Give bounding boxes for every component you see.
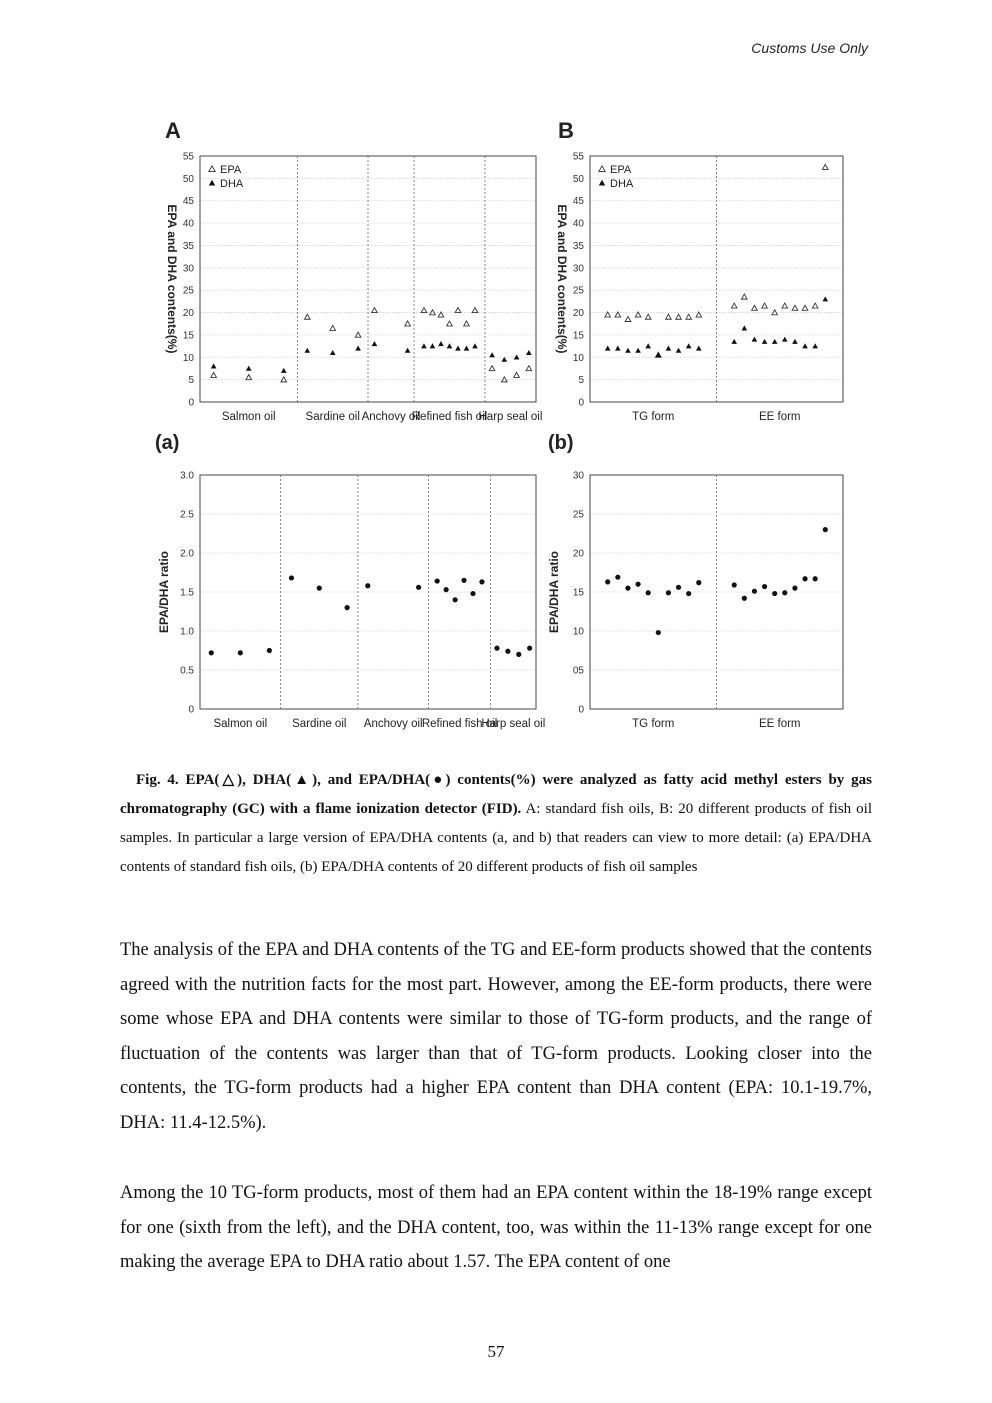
data-point-epa xyxy=(421,308,427,313)
data-point-ratio xyxy=(345,605,350,610)
data-point-dha xyxy=(792,339,798,344)
data-point-ratio xyxy=(813,576,818,581)
data-point-ratio xyxy=(605,579,610,584)
y-tick-label: 10 xyxy=(572,626,584,638)
data-point-epa xyxy=(472,308,478,313)
figure-caption xyxy=(120,766,872,882)
data-point-epa xyxy=(782,303,788,308)
data-point-ratio xyxy=(752,589,757,594)
data-point-ratio xyxy=(527,646,532,651)
data-point-ratio xyxy=(615,575,620,580)
y-tick-label: 25 xyxy=(572,285,584,297)
y-tick-label: 40 xyxy=(572,218,584,230)
data-point-epa xyxy=(792,305,798,310)
data-point-dha xyxy=(625,348,631,353)
x-category-label: Refined fish oil xyxy=(411,411,488,423)
running-header: Customs Use Only xyxy=(751,40,868,56)
y-tick-label: 35 xyxy=(572,240,584,252)
data-point-ratio xyxy=(742,596,747,601)
data-point-ratio xyxy=(676,585,681,590)
data-point-dha xyxy=(526,350,532,355)
panel-a xyxy=(155,432,545,730)
x-category-label: Sardine oil xyxy=(292,718,347,730)
y-tick-label: 0 xyxy=(188,704,194,716)
data-point-dha xyxy=(605,346,611,351)
y-tick-label: 20 xyxy=(572,308,584,320)
y-tick-label: 0 xyxy=(188,397,194,409)
data-point-epa xyxy=(686,314,692,319)
data-point-dha xyxy=(752,337,758,342)
data-point-ratio xyxy=(267,648,272,653)
data-point-ratio xyxy=(494,646,499,651)
panel-label-A: A xyxy=(165,118,181,143)
data-point-epa xyxy=(625,316,631,321)
x-category-label: Anchovy oil xyxy=(363,718,423,730)
data-point-dha xyxy=(812,343,818,348)
data-point-ratio xyxy=(289,575,294,580)
y-tick-label: 2.0 xyxy=(180,548,194,560)
y-tick-label: 40 xyxy=(182,218,194,230)
data-point-ratio xyxy=(470,591,475,596)
data-point-epa xyxy=(330,325,336,330)
data-point-ratio xyxy=(416,585,421,590)
data-point-ratio xyxy=(792,586,797,591)
data-point-dha xyxy=(246,366,252,371)
data-point-dha xyxy=(615,346,621,351)
x-category-label: Anchovy oil xyxy=(361,411,421,423)
legend-marker-epa xyxy=(599,166,605,172)
data-point-ratio xyxy=(452,597,457,602)
data-point-dha xyxy=(447,343,453,348)
data-point-epa xyxy=(802,305,808,310)
data-point-epa xyxy=(676,314,682,319)
y-tick-label: 2.5 xyxy=(180,509,194,521)
data-point-dha xyxy=(430,343,436,348)
x-category-label: Harp seal oil xyxy=(481,718,546,730)
y-axis-title: EPA and DHA contents(%) xyxy=(165,204,179,354)
x-category-label: TG form xyxy=(632,411,675,423)
caption-lead: Fig. 4. EPA(△), DHA(▲), and EPA/DHA(●) contents(%) were analyzed as fatty acid methyl esters by gas chromatography (GC) with a flame ionization detector (FID). xyxy=(120,772,872,817)
y-tick-label: 1.5 xyxy=(180,587,194,599)
y-axis-title: EPA and DHA contents(%) xyxy=(555,204,569,354)
panel-B xyxy=(555,118,843,423)
data-point-ratio xyxy=(365,583,370,588)
data-point-dha xyxy=(782,337,788,342)
data-point-dha xyxy=(731,339,737,344)
y-tick-label: 35 xyxy=(182,240,194,252)
y-tick-label: 1.0 xyxy=(180,626,194,638)
data-point-epa xyxy=(455,308,461,313)
y-tick-label: 05 xyxy=(572,665,584,677)
data-point-dha xyxy=(635,348,641,353)
data-point-ratio xyxy=(317,586,322,591)
x-category-label: EE form xyxy=(758,411,801,423)
y-tick-label: 45 xyxy=(182,196,194,208)
x-category-label: Salmon oil xyxy=(221,411,276,423)
legend-label-epa: EPA xyxy=(220,164,242,176)
legend-marker-dha xyxy=(599,180,605,186)
y-tick-label: 25 xyxy=(572,509,584,521)
data-point-dha xyxy=(822,296,828,301)
data-point-epa xyxy=(666,314,672,319)
y-tick-label: 30 xyxy=(572,470,584,482)
y-axis-title: EPA/DHA ratio xyxy=(157,550,171,634)
data-point-ratio xyxy=(635,582,640,587)
data-point-ratio xyxy=(686,591,691,596)
legend-marker-dha xyxy=(209,180,215,186)
x-category-label: TG form xyxy=(632,718,675,730)
data-point-epa xyxy=(526,366,532,371)
data-point-dha xyxy=(472,343,478,348)
data-point-dha xyxy=(676,348,682,353)
panel-A xyxy=(165,118,542,423)
data-point-ratio xyxy=(444,587,449,592)
data-point-dha xyxy=(464,346,470,351)
data-point-ratio xyxy=(209,650,214,655)
y-tick-label: 5 xyxy=(578,375,584,387)
y-tick-label: 25 xyxy=(182,285,194,297)
data-point-dha xyxy=(438,341,444,346)
panel-label-b: (b) xyxy=(548,432,574,454)
y-tick-label: 15 xyxy=(182,330,194,342)
data-point-ratio xyxy=(762,584,767,589)
data-point-ratio xyxy=(505,649,510,654)
data-point-epa xyxy=(822,164,828,169)
y-tick-label: 0.5 xyxy=(180,665,194,677)
y-tick-label: 10 xyxy=(572,352,584,364)
data-point-dha xyxy=(355,346,361,351)
y-tick-label: 50 xyxy=(182,173,194,185)
data-point-dha xyxy=(742,325,748,330)
data-point-epa xyxy=(742,294,748,299)
panel-b xyxy=(547,432,843,730)
data-point-epa xyxy=(405,321,411,326)
data-point-ratio xyxy=(782,590,787,595)
data-point-dha xyxy=(372,341,378,346)
data-point-dha xyxy=(686,343,692,348)
legend-label-dha: DHA xyxy=(610,178,634,190)
x-category-label: Sardine oil xyxy=(305,411,360,423)
data-point-dha xyxy=(211,363,217,368)
data-point-dha xyxy=(330,350,336,355)
y-tick-label: 0 xyxy=(578,397,584,409)
data-point-dha xyxy=(305,348,311,353)
data-point-dha xyxy=(772,339,778,344)
x-category-label: Refined fish oil xyxy=(421,718,498,730)
data-point-ratio xyxy=(732,582,737,587)
data-point-epa xyxy=(447,321,453,326)
y-tick-label: 5 xyxy=(188,375,194,387)
y-tick-label: 20 xyxy=(572,548,584,560)
y-tick-label: 30 xyxy=(572,263,584,275)
y-tick-label: 45 xyxy=(572,196,584,208)
data-point-dha xyxy=(281,368,287,373)
data-point-epa xyxy=(752,305,758,310)
data-point-epa xyxy=(514,372,520,377)
data-point-ratio xyxy=(802,576,807,581)
data-point-ratio xyxy=(461,578,466,583)
data-point-epa xyxy=(489,366,495,371)
data-point-ratio xyxy=(823,527,828,532)
data-point-dha xyxy=(762,339,768,344)
legend-label-epa: EPA xyxy=(610,164,632,176)
data-point-dha xyxy=(645,343,651,348)
data-point-ratio xyxy=(435,578,440,583)
data-point-ratio xyxy=(479,579,484,584)
data-point-dha xyxy=(455,346,461,351)
y-tick-label: 15 xyxy=(572,330,584,342)
data-point-dha xyxy=(656,352,662,357)
data-point-epa xyxy=(645,314,651,319)
data-point-epa xyxy=(246,375,252,380)
data-point-ratio xyxy=(238,650,243,655)
data-point-epa xyxy=(762,303,768,308)
y-tick-label: 55 xyxy=(182,151,194,163)
caption-body: A: standard fish oils, B: 20 different products of fish oil samples. In particular a large version of EPA/DHA contents (a, and b) that readers can view to more detail: (a) EPA/DHA contents of standard fish oils, (b) EPA/DHA contents of 20 different products of fish oil samples xyxy=(120,801,872,875)
data-point-ratio xyxy=(646,590,651,595)
x-category-label: Salmon oil xyxy=(213,718,268,730)
data-point-epa xyxy=(372,308,378,313)
data-point-ratio xyxy=(696,580,701,585)
data-point-dha xyxy=(421,343,427,348)
data-point-epa xyxy=(305,314,311,319)
data-point-ratio xyxy=(656,630,661,635)
legend-label-dha: DHA xyxy=(220,178,244,190)
body-paragraph-1: The analysis of the EPA and DHA contents of the TG and EE-form products showed that the contents agreed with the nutrition facts for the most part. However, among the EE-form products, there were some whose EPA and DHA contents were similar to those of TG-form products, and the range of fluctuation of the contents was larger than that of TG-form products. Looking closer into the contents, the TG-form products had a higher EPA content than DHA content (EPA: 10.1-19.7%, DHA: 11.4-12.5%). xyxy=(120,940,872,1133)
y-tick-label: 55 xyxy=(572,151,584,163)
data-point-dha xyxy=(405,348,411,353)
data-point-dha xyxy=(696,346,702,351)
legend-marker-epa xyxy=(209,166,215,172)
data-point-epa xyxy=(731,303,737,308)
y-tick-label: 30 xyxy=(182,263,194,275)
data-point-ratio xyxy=(625,586,630,591)
body-paragraph-2: Among the 10 TG-form products, most of them had an EPA content within the 18-19% range except for one (sixth from the left), and the DHA content, too, was within the 11-13% range except for one making the average EPA to DHA ratio about 1.57. The EPA content of one xyxy=(120,1183,872,1272)
data-point-epa xyxy=(211,372,217,377)
data-point-dha xyxy=(802,343,808,348)
y-tick-label: 10 xyxy=(182,352,194,364)
data-point-epa xyxy=(812,303,818,308)
data-point-ratio xyxy=(516,652,521,657)
y-tick-label: 0 xyxy=(578,704,584,716)
data-point-epa xyxy=(438,312,444,317)
data-point-epa xyxy=(696,312,702,317)
y-axis-title: EPA/DHA ratio xyxy=(547,550,561,634)
data-point-dha xyxy=(489,352,495,357)
figure-4 xyxy=(155,112,855,742)
page-number: 57 xyxy=(487,1342,505,1361)
panel-label-a: (a) xyxy=(155,432,180,454)
data-point-epa xyxy=(615,312,621,317)
x-category-label: Harp seal oil xyxy=(478,411,543,423)
panel-label-B: B xyxy=(558,118,574,143)
data-point-epa xyxy=(464,321,470,326)
y-tick-label: 3.0 xyxy=(180,470,194,482)
y-tick-label: 15 xyxy=(572,587,584,599)
y-tick-label: 20 xyxy=(182,308,194,320)
data-point-ratio xyxy=(666,590,671,595)
data-point-ratio xyxy=(772,591,777,596)
y-tick-label: 50 xyxy=(572,173,584,185)
data-point-dha xyxy=(666,346,672,351)
x-category-label: EE form xyxy=(758,718,801,730)
